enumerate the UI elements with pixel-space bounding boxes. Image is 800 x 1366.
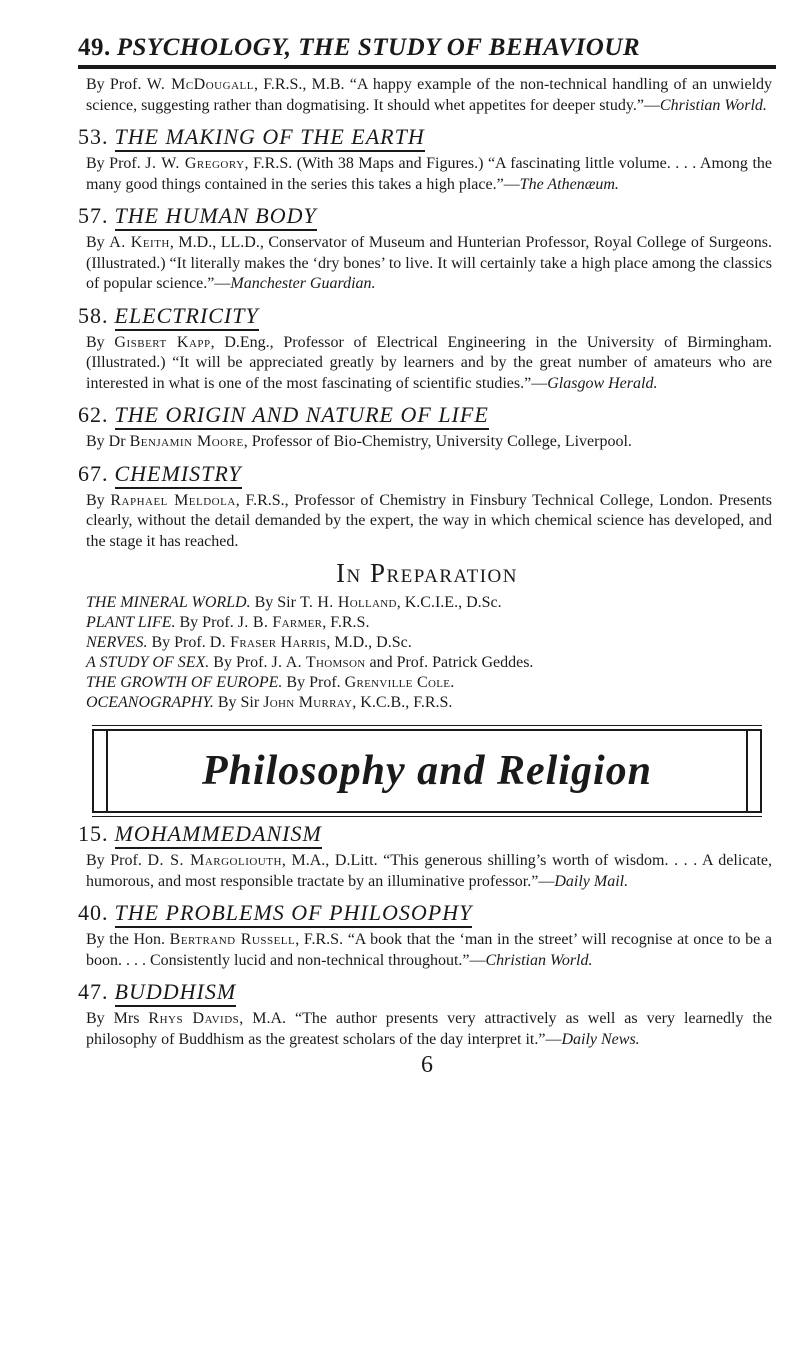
entry-title: THE ORIGIN AND NATURE OF LIFE	[115, 402, 489, 430]
list-item	[86, 693, 776, 713]
section-banner	[92, 729, 762, 813]
entry-body	[78, 233, 776, 295]
page	[78, 34, 776, 1079]
prep-title: THE GROWTH OF EUROPE.	[86, 674, 283, 691]
entry-body	[78, 491, 776, 553]
entry-heading	[78, 821, 776, 847]
entry-body	[78, 930, 776, 971]
book-entry	[78, 979, 776, 1050]
prep-rest: , K.C.I.E., D.Sc.	[396, 594, 502, 611]
entry-body	[78, 333, 776, 395]
prep-author: T. H. Holland	[299, 594, 397, 611]
entry-author: D. S. Margoliouth	[147, 852, 282, 869]
entry-title: ELECTRICITY	[115, 303, 259, 331]
entry-credentials: , F.R.S., Professor of Chemistry in Finsbury Technical College, London. Presents clearly, without the detail demanded by the expert, the way in which chemical science has developed, and the stage it has reached.	[86, 491, 772, 550]
entry-number: 67.	[78, 460, 109, 486]
entry-prefix: By	[86, 491, 111, 509]
prep-title: OCEANOGRAPHY.	[86, 694, 214, 711]
prep-title: A STUDY OF SEX.	[86, 654, 210, 671]
prep-rest: , K.C.B., F.R.S.	[352, 694, 453, 711]
entry-heading	[78, 979, 776, 1005]
entry-heading	[78, 203, 776, 229]
entry-number: 62.	[78, 402, 109, 427]
entry-author: Bertrand Russell	[169, 931, 296, 948]
entry-prefix: By Dr	[86, 433, 130, 450]
entry-prefix: By the Hon.	[86, 931, 170, 948]
entry-quote: “This generous shilling’s worth of wisdom. . . . A delicate, humorous, and most responsible tractate by an illuminative professor.”—	[86, 852, 773, 890]
prep-by: By Prof.	[209, 654, 272, 671]
entry-title: THE PROBLEMS OF PHILOSOPHY	[115, 900, 473, 928]
entry-author: Benjamin Moore	[129, 433, 244, 450]
entry-quote: “It will be appreciated greatly by learners and by the great number of amateurs who are interested in what is one of the most fascinating of scientific studies.”—	[86, 354, 772, 392]
entry-body	[78, 154, 776, 195]
banner-frame	[106, 731, 748, 811]
entry-credentials: , F.R.S.	[295, 931, 344, 948]
entry-credentials: , M.A.	[239, 1010, 287, 1027]
prep-author: J. A. Thomson	[271, 654, 366, 671]
entry-author: Raphael Meldola	[110, 491, 236, 509]
prep-title: NERVES.	[86, 634, 148, 651]
entry-prefix: By	[86, 333, 115, 351]
book-entry	[78, 900, 776, 971]
prep-by: By Sir	[250, 594, 300, 611]
entry-number: 40.	[78, 900, 109, 925]
prep-rest: , F.R.S.	[322, 614, 370, 631]
entry-author: W. McDougall	[146, 76, 254, 93]
prep-author: D. Fraser Harris	[209, 634, 327, 651]
prep-author: John Murray	[263, 694, 353, 711]
entry-quote: “A fascinating little volume. . . . Among the many good things contained in the series this takes a high place.”—	[86, 155, 772, 193]
prep-by: By Sir	[213, 694, 264, 711]
book-entry	[78, 203, 776, 295]
entry-author: Rhys Davids	[148, 1010, 240, 1027]
entry-quote: “A book that the ‘man in the street’ will recognise at once to be a boon. . . . Consistently lucid and non-technical throughout.”—	[86, 931, 772, 969]
entry-credentials: , D.Eng., Professor of Electrical Engineering in the University of Birmingham. (Illustrated.)	[86, 333, 773, 371]
entry-title: CHEMISTRY	[115, 461, 242, 489]
entry-author: A. Keith	[109, 234, 170, 251]
entry-title: THE HUMAN BODY	[115, 203, 317, 231]
in-preparation-heading: In Preparation	[336, 558, 518, 588]
in-preparation-list	[78, 593, 776, 713]
entry-source: Christian World.	[659, 96, 767, 114]
entry-prefix: By Mrs	[86, 1010, 149, 1027]
list-item	[86, 593, 776, 613]
running-head	[78, 34, 776, 69]
book-entry	[78, 124, 776, 195]
entry-source: Manchester Guardian.	[230, 275, 376, 292]
entry-source: Daily News.	[561, 1030, 640, 1048]
entry-prefix: By	[86, 234, 110, 251]
entry-prefix: By Prof.	[86, 852, 148, 869]
entry-author: J. W. Gregory	[145, 155, 245, 172]
entry-quote: “A happy example of the non-technical handling of an unwieldy science, suggesting rather than dogmatising. It should whet appetites for deeper study.”—	[86, 76, 773, 114]
entry-heading	[78, 900, 776, 926]
entry-number: 53.	[78, 124, 109, 149]
book-entry	[78, 402, 776, 453]
prep-author: J. B. Farmer	[237, 614, 323, 631]
entry-author: Gisbert Kapp	[114, 333, 211, 351]
entry-heading	[78, 461, 776, 487]
entry-heading	[78, 124, 776, 150]
running-head-number: 49.	[78, 34, 111, 61]
running-head-title: PSYCHOLOGY, THE STUDY OF BEHAVIOUR	[116, 34, 641, 61]
entry-body	[78, 851, 776, 892]
book-entry	[78, 303, 776, 395]
prep-rest: and Prof. Patrick Geddes.	[365, 654, 534, 671]
prep-rest: , M.D., D.Sc.	[326, 634, 412, 651]
entry-heading	[78, 402, 776, 428]
entry-source: The Athenæum.	[519, 175, 619, 193]
entry-title: MOHAMMEDANISM	[115, 821, 322, 849]
banner-rule	[92, 725, 762, 726]
book-entry	[78, 821, 776, 892]
prep-title: THE MINERAL WORLD.	[86, 594, 251, 611]
entry-number: 58.	[78, 302, 109, 328]
section-title: Philosophy and Religion	[201, 748, 653, 794]
entry-credentials: , M.D., LL.D., Conservator of Museum and Hunterian Professor, Royal College of Surgeons. (Illustrated.)	[86, 234, 773, 272]
list-item	[86, 653, 776, 673]
page-number: 6	[421, 1052, 433, 1078]
prep-title: PLANT LIFE.	[86, 614, 176, 631]
prep-author: Grenville Cole	[344, 674, 451, 691]
list-item	[86, 633, 776, 653]
entry-source: Christian World.	[485, 951, 593, 969]
book-entry	[78, 75, 776, 116]
entry-body	[78, 1009, 776, 1050]
entry-prefix: By Prof.	[86, 155, 146, 172]
list-item	[86, 673, 776, 693]
entry-source: Daily Mail.	[554, 872, 629, 890]
list-item	[86, 613, 776, 633]
entry-number: 47.	[78, 979, 109, 1004]
banner-rule	[92, 816, 762, 817]
entry-number: 15.	[78, 821, 109, 846]
entry-credentials: , Professor of Bio-Chemistry, University College, Liverpool.	[243, 433, 632, 450]
entry-title: THE MAKING OF THE EARTH	[115, 124, 425, 152]
entry-heading	[78, 303, 776, 329]
book-entry	[78, 461, 776, 553]
prep-by: By Prof.	[147, 634, 210, 651]
entry-body	[78, 432, 776, 453]
prep-rest: .	[450, 674, 455, 691]
entry-quote: “It literally makes the ‘dry bones’ to live. It will certainly take a high place among the classics of popular science.”—	[86, 254, 772, 292]
entry-quote: “The author presents very attractively as well as very learnedly the philosophy of Buddhism as the greatest scholars of the day interpret it.”—	[86, 1010, 773, 1048]
entry-title: BUDDHISM	[115, 979, 237, 1007]
entry-body	[78, 75, 776, 116]
entry-credentials: , F.R.S., M.B.	[253, 76, 345, 93]
prep-by: By Prof.	[175, 614, 238, 631]
prep-by: By Prof.	[282, 674, 345, 691]
entry-credentials: , M.A., D.Litt.	[281, 852, 378, 869]
entry-source: Glasgow Herald.	[547, 374, 658, 392]
entry-credentials: , F.R.S. (With 38 Maps and Figures.)	[244, 155, 484, 172]
entry-prefix: By Prof.	[86, 76, 147, 93]
entry-number: 57.	[78, 203, 109, 228]
